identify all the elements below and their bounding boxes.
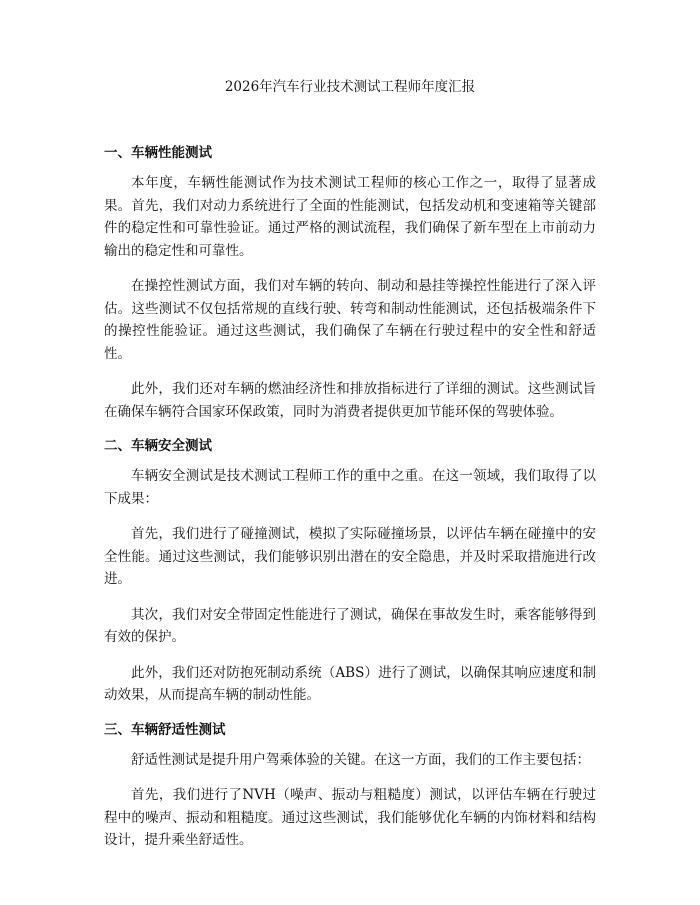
section-vehicle-safety <box>104 436 596 707</box>
paragraph: 首先，我们进行了碰撞测试，模拟了实际碰撞场景，以评估车辆在碰撞中的安全性能。通过这些测试，我们能够识别出潜在的安全隐患，并及时采取措施进行改进。 <box>104 526 596 587</box>
section-heading: 一、车辆性能测试 <box>104 145 212 161</box>
section-heading: 三、车辆舒适性测试 <box>104 721 226 738</box>
paragraph: 此外，我们还对车辆的燃油经济性和排放指标进行了详细的测试。这些测试旨在确保车辆符合国家环保政策，同时为消费者提供更加节能环保的驾驶体验。 <box>104 381 596 420</box>
paragraph: 本年度，车辆性能测试作为技术测试工程师的核心工作之一，取得了显著成果。首先，我们对动力系统进行了全面的性能测试，包括发动机和变速箱等关键部件的稳定性和可靠性验证。通过严格的测试流程，我们确保了新车型在上市前动力输出的稳定性和可靠性。 <box>104 175 596 259</box>
paragraph: 舒适性测试是提升用户驾乘体验的关键。在这一方面，我们的工作主要包括： <box>131 751 590 768</box>
paragraph: 其次，我们对安全带固定性能进行了测试，确保在事故发生时，乘客能够得到有效的保护。 <box>104 606 596 645</box>
paragraph: 首先，我们进行了NVH（噪声、振动与粗糙度）测试，以评估车辆在行驶过程中的噪声、振动和粗糙度。通过这些测试，我们能够优化车辆的内饰材料和结构设计，提升乘坐舒适性。 <box>104 787 596 848</box>
paragraph: 此外，我们还对防抱死制动系统（ABS）进行了测试，以确保其响应速度和制动效果，从而提高车辆的制动性能。 <box>104 664 596 703</box>
paragraph: 车辆安全测试是技术测试工程师工作的重中之重。在这一领域，我们取得了以下成果： <box>104 468 596 507</box>
section-heading: 二、车辆安全测试 <box>104 438 212 454</box>
section-vehicle-performance <box>104 143 596 423</box>
document-title: 2026年汽车行业技术测试工程师年度汇报 <box>224 79 476 95</box>
section-vehicle-comfort <box>104 720 596 852</box>
paragraph: 在操控性测试方面，我们对车辆的转向、制动和悬挂等操控性能进行了深入评估。这些测试不仅包括常规的直线行驶、转弯和制动性能测试，还包括极端条件下的操控性能验证。通过这些测试，我们确保了车辆在行驶过程中的安全性和舒适性。 <box>104 278 596 362</box>
